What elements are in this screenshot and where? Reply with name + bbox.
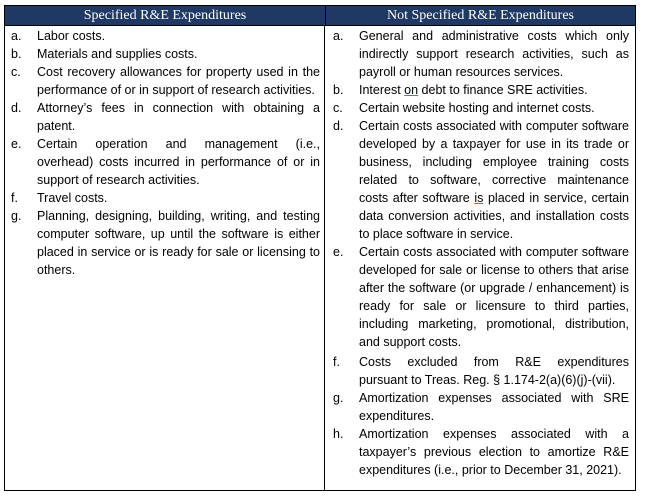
table-body-row [5, 25, 635, 490]
item-text: Certain website hosting and internet costs. [359, 101, 595, 115]
item-text-part: debt to finance SRE activities. [418, 83, 588, 97]
item-text-underlined: is [474, 191, 484, 205]
item-marker: a. [11, 29, 22, 43]
item-marker: a. [333, 29, 344, 43]
item-marker: g. [333, 391, 344, 405]
list-item [325, 99, 635, 117]
item-marker: f. [333, 355, 340, 369]
item-text: Certain costs associated with computer software developed for sale or license to others that arise after the software (or upgrade / enhancement) is ready for sale or licensure to third parties, including marketing, promotional, distribution, and support costs. [359, 245, 629, 349]
list-item [325, 243, 635, 351]
item-text [359, 81, 629, 99]
item-marker: c. [11, 65, 21, 79]
list-item [5, 27, 324, 45]
item-text: Labor costs. [37, 29, 106, 43]
item-marker: g. [11, 209, 22, 223]
item-text: Costs excluded from R&E expenditures pursuant to Treas. Reg. § 1.174-2(a)(6)(j)-(vii). [359, 355, 629, 387]
list-item [325, 425, 635, 479]
list-item [325, 27, 635, 81]
item-marker: d. [11, 101, 22, 115]
item-text: Amortization expenses associated with a taxpayer’s previous election to amortize R&E expenditures (i.e., prior to December 31, 2021). [359, 427, 629, 477]
header-not-specified: Not Specified R&E Expenditures [386, 7, 575, 23]
not-specified-column [325, 26, 635, 490]
item-text: Planning, designing, building, writing, and testing computer software, up until the software is either placed in service or is ready for sale or licensing to others. [37, 209, 320, 277]
item-text-part: placed in service, certain data conversion activities, and installation costs to place software in service. [359, 191, 629, 241]
item-marker: h. [333, 427, 344, 441]
item-text-part: Interest [359, 83, 405, 97]
specified-list [5, 27, 324, 279]
item-marker: b. [333, 83, 344, 97]
item-marker: e. [11, 137, 22, 151]
list-item [5, 99, 324, 135]
item-text-underlined: on [404, 83, 419, 97]
list-item [325, 353, 635, 389]
list-item [5, 189, 324, 207]
item-marker: f. [11, 191, 18, 205]
item-text: Amortization expenses associated with SRE expenditures. [359, 391, 629, 423]
not-specified-list [325, 27, 635, 479]
list-item [5, 207, 324, 279]
item-text: Travel costs. [37, 191, 108, 205]
header-specified: Specified R&E Expenditures [5, 6, 326, 25]
item-text: Certain operation and management (i.e., overhead) costs incurred in performance of or in support of research activities. [37, 137, 320, 187]
item-marker: c. [333, 101, 343, 115]
item-text-part: Certain costs associated with computer software developed by a taxpayer for use in its trade or business, including employee training costs related to software, corrective maintenance costs after software [359, 119, 629, 205]
item-marker: d. [333, 119, 344, 133]
item-text: Materials and supplies costs. [37, 47, 198, 61]
table-header-row [5, 6, 635, 25]
list-item [325, 81, 635, 99]
item-text [359, 117, 629, 243]
specified-column [5, 26, 325, 490]
list-item [5, 135, 324, 189]
item-text: Attorney’s fees in connection with obtaining a patent. [37, 101, 320, 133]
list-item [5, 63, 324, 99]
list-item [5, 45, 324, 63]
list-item [325, 389, 635, 425]
expenditures-table [4, 5, 636, 491]
list-item [325, 117, 635, 243]
item-text: General and administrative costs which only indirectly support research activities, such as payroll or human resources services. [359, 29, 629, 79]
item-marker: b. [11, 47, 22, 61]
item-text: Cost recovery allowances for property used in the performance of or in support of research activities. [37, 65, 320, 97]
item-marker: e. [333, 245, 344, 259]
